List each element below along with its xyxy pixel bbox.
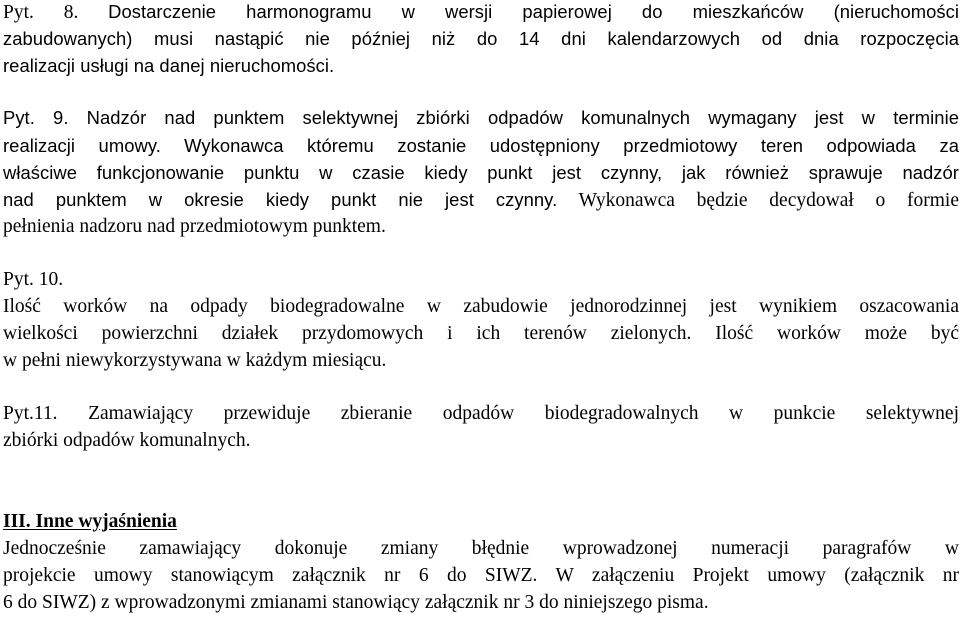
- para8-text: Dostarczenie harmonogramu w wersji papierowej do mieszkańców (nieruchomości: [108, 1, 960, 22]
- para9-line4: [3, 188, 959, 214]
- para9-line5: pełnienia nadzoru nad przedmiotowym punktem.: [3, 216, 386, 237]
- para10-heading: Pyt. 10.: [3, 269, 64, 290]
- para11-label: Pyt.11.: [3, 403, 58, 424]
- para10-line3: w pełni niewykorzystywana w każdym miesiącu.: [3, 350, 387, 371]
- para8-line1: [3, 0, 959, 26]
- para8-label: Pyt. 8.: [3, 2, 79, 23]
- para9-line4-b: Wykonawca będzie decydował o formie: [578, 190, 959, 211]
- section3-heading: III. Inne wyjaśnienia: [3, 511, 177, 532]
- para11-line2: zbiórki odpadów komunalnych.: [3, 430, 251, 451]
- para10-line2-b: Ilość worków może być: [715, 323, 959, 344]
- section3-line1: Jednocześnie zamawiający dokonuje zmiany błędnie wprowadzonej numeracji paragrafów w: [3, 538, 959, 559]
- para11-line1: [3, 402, 959, 428]
- para10-line1: Ilość worków na odpady biodegradowalne w zabudowie jednorodzinnej jest wynikiem oszacowania: [3, 296, 959, 317]
- para9-line2-b: Wykonawca któremu zostanie udostępniony przedmiotowy teren odpowiada za: [184, 135, 959, 156]
- para9-line3: właściwe funkcjonowanie punktu w czasie kiedy punkt jest czynny, jak również sprawuje nadzór: [3, 162, 959, 183]
- para10-line2: [3, 322, 959, 348]
- para9-line2: [3, 134, 959, 160]
- section3-line3: 6 do SIWZ) z wprowadzonymi zmianami stanowiący załącznik nr 3 do niniejszego pisma.: [3, 592, 709, 613]
- para8-line3: realizacji usługi na danej nieruchomości.: [3, 55, 335, 76]
- para11-text: Zamawiający przewiduje zbieranie odpadów biodegradowalnych w punkcie selektywnej: [88, 403, 959, 424]
- para9-line1: Pyt. 9. Nadzór nad punktem selektywnej zbiórki odpadów komunalnych wymagany jest w terminie: [3, 107, 959, 128]
- para8-line2: zabudowanych) musi nastąpić nie później niż do 14 dni kalendarzowych od dnia rozpoczęcia: [3, 28, 959, 49]
- para9-line4-a: nad punktem w okresie kiedy punkt nie jest czynny.: [3, 189, 558, 210]
- para9-line2-a: realizacji umowy.: [3, 135, 161, 156]
- para10-line2-a: wielkości powierzchni działek przydomowych i ich terenów zielonych.: [3, 323, 692, 344]
- section3-line2: projekcie umowy stanowiącym załącznik nr 6 do SIWZ. W załączeniu Projekt umowy (załącznik nr: [3, 565, 959, 586]
